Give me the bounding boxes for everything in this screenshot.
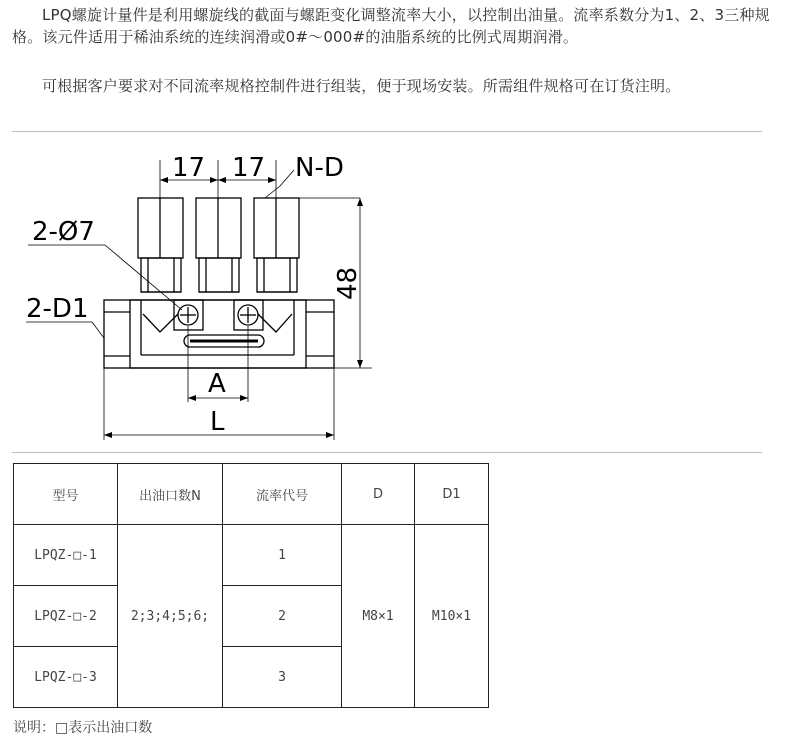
cell-d: M8×1 — [342, 525, 415, 708]
header-rate: 流率代号 — [223, 464, 342, 525]
base-body — [104, 300, 334, 368]
intro-paragraph-2 — [12, 75, 772, 97]
dim-a: A — [208, 369, 226, 399]
cell-rate: 2 — [223, 586, 342, 647]
cell-d1: M10×1 — [415, 525, 489, 708]
label-mounting-holes: 2-Ø7 — [32, 217, 95, 247]
intro-paragraph-1-text: LPQ螺旋计量件是利用螺旋线的截面与螺距变化调整流率大小，以控制出油量。流率系数分为1、2、3三种规格。该元件适用于稀油系统的连续润滑或0#～000#的油脂系统的比例式周期润滑。 — [12, 6, 770, 46]
header-model: 型号 — [14, 464, 118, 525]
inner-body — [130, 300, 306, 368]
technical-drawing — [0, 140, 786, 445]
dim-pitch-2: 17 — [232, 153, 266, 183]
dim-length: L — [210, 407, 225, 437]
table-row — [14, 525, 489, 586]
dim-pitch-1: 17 — [172, 153, 206, 183]
divider-top — [12, 131, 762, 132]
cell-model: LPQZ-□-2 — [14, 586, 118, 647]
dim-height: 48 — [333, 266, 363, 300]
cell-model: LPQZ-□-3 — [14, 647, 118, 708]
label-outlet-thread: N-D — [295, 153, 344, 183]
divider-bottom — [12, 452, 762, 453]
intro-paragraph-2-text: 可根据客户要求对不同流率规格控制件进行组装，便于现场安装。所需组件规格可在订货注明。 — [42, 77, 681, 95]
header-d1: D1 — [415, 464, 489, 525]
table-header-row — [14, 464, 489, 525]
label-inlet-thread: 2-D1 — [26, 294, 89, 324]
valve-left — [138, 198, 183, 292]
cell-model: LPQZ-□-1 — [14, 525, 118, 586]
cell-outlets: 2;3;4;5;6; — [118, 525, 223, 708]
valve-middle — [196, 198, 241, 292]
cell-rate: 1 — [223, 525, 342, 586]
table-note: 说明：□表示出油口数 — [13, 720, 153, 736]
valve-right — [254, 198, 299, 292]
header-d: D — [342, 464, 415, 525]
cell-rate: 3 — [223, 647, 342, 708]
spec-table — [13, 463, 489, 708]
intro-paragraph-1 — [12, 4, 772, 48]
header-outlets: 出油口数N — [118, 464, 223, 525]
